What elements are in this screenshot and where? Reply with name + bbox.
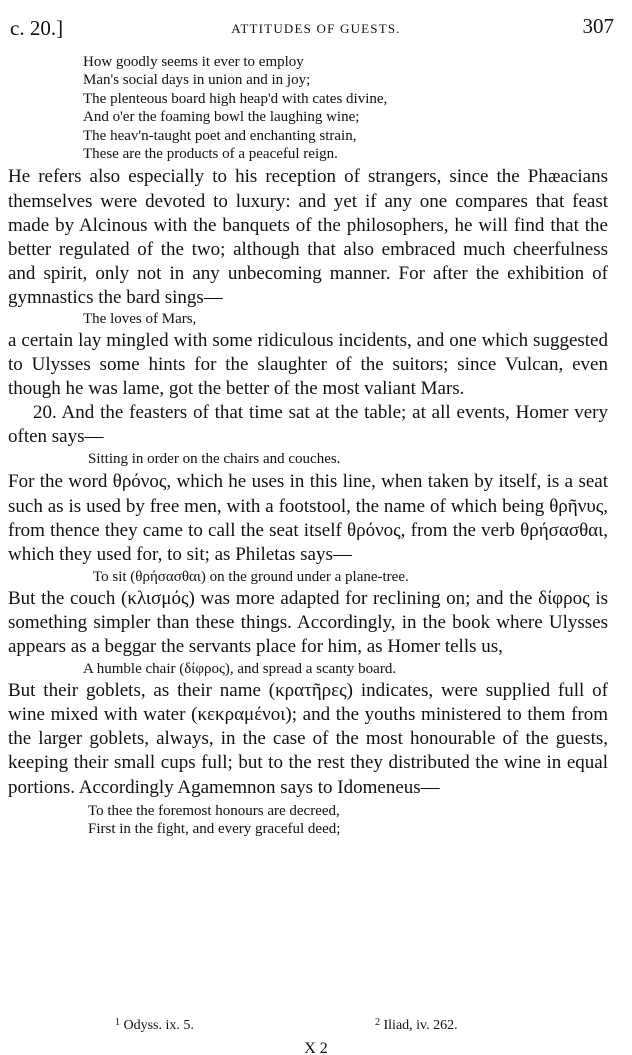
block-quote: Sitting in order on the chairs and couches. [88,451,341,468]
running-header [10,12,622,40]
verse-line: These are the products of a peaceful reign. [83,146,338,163]
paragraph: But their goblets, as their name (κρατῆρες) indicates, were supplied full of wine mixed with water (κεκραμένοι); and the youths ministered to them from the larger goblets, always, in the case of the most honourable of the guests, keeping their small cups full; but to the rest they distributed the wine in equal portions. Accordingly Agamemnon says to Idomeneus— [8,680,608,798]
verse-line: How goodly seems it ever to employ [83,54,304,70]
block-quote: A humble chair (δίφρος), and spread a scanty board. [83,661,397,678]
footnote-mark: 1 [115,1017,120,1028]
block-quote: The loves of Mars, [83,311,197,327]
verse-line: Man's social days in union and in joy; [83,72,311,89]
footnote-text: Odyss. ix. 5. [123,1018,194,1033]
running-title: ATTITUDES OF GUESTS. [231,21,401,36]
chapter-reference: c. 20.] [10,16,64,40]
paragraph: a certain lay mingled with some ridiculous incidents, and one which suggested to Ulysses some hints for the slaughter of the suitors; since Vulcan, even though he was lame, got the better of the most valiant Mars. [8,330,608,400]
block-quote: To sit (θρήσασθαι) on the ground under a plane-tree. [93,568,409,585]
footnote [375,1017,458,1034]
paragraph: But the couch (κλισμός) was more adapted for reclining on; and the δίφρος is something simpler than these things. Accordingly, in the book where Ulysses appears as a beggar the servants place for him, as Homer tells us, [8,587,608,658]
footnote-text: Iliad, iv. 262. [383,1018,458,1033]
signature-mark: X 2 [304,1040,328,1055]
footnote [115,1017,194,1034]
section-paragraph: 20. And the feasters of that time sat at the table; at all events, Homer very often says— [8,402,608,448]
verse-quotation-2 [8,802,608,839]
verse-line: The heav'n-taught poet and enchanting strain, [83,127,357,144]
page-body [8,53,608,838]
verse-line: To thee the foremost honours are decreed, [88,802,340,819]
verse-line: First in the fight, and every graceful deed; [88,821,341,837]
page-number: 307 [582,14,614,38]
paragraph: He refers also especially to his reception of strangers, since the Phæacians themselves were devoted to luxury: and yet if any one compares that feast made by Alcinous with the banquets of the philosophers, he will find that the better regulated of the two; although that also embraced much cheerfulness and spirit, only not in any unbecoming manner. For after the exhibition of gymnastics the bard sings— [8,166,608,308]
paragraph: For the word θρόνος, which he uses in this line, when taken by itself, is a seat such as is used by free men, with a footstool, the name of which being θρῆνυς, from thence they came to call the seat itself θρόνος, from the verb θρήσασθαι, which they used for, to sit; as Philetas says— [8,471,608,565]
verse-quotation-1 [8,53,608,163]
verse-line: And o'er the foaming bowl the laughing wine; [83,109,360,126]
verse-line: The plenteous board high heap'd with cates divine, [83,90,388,107]
footnote-mark: 2 [375,1017,380,1028]
footnotes [0,1017,632,1039]
